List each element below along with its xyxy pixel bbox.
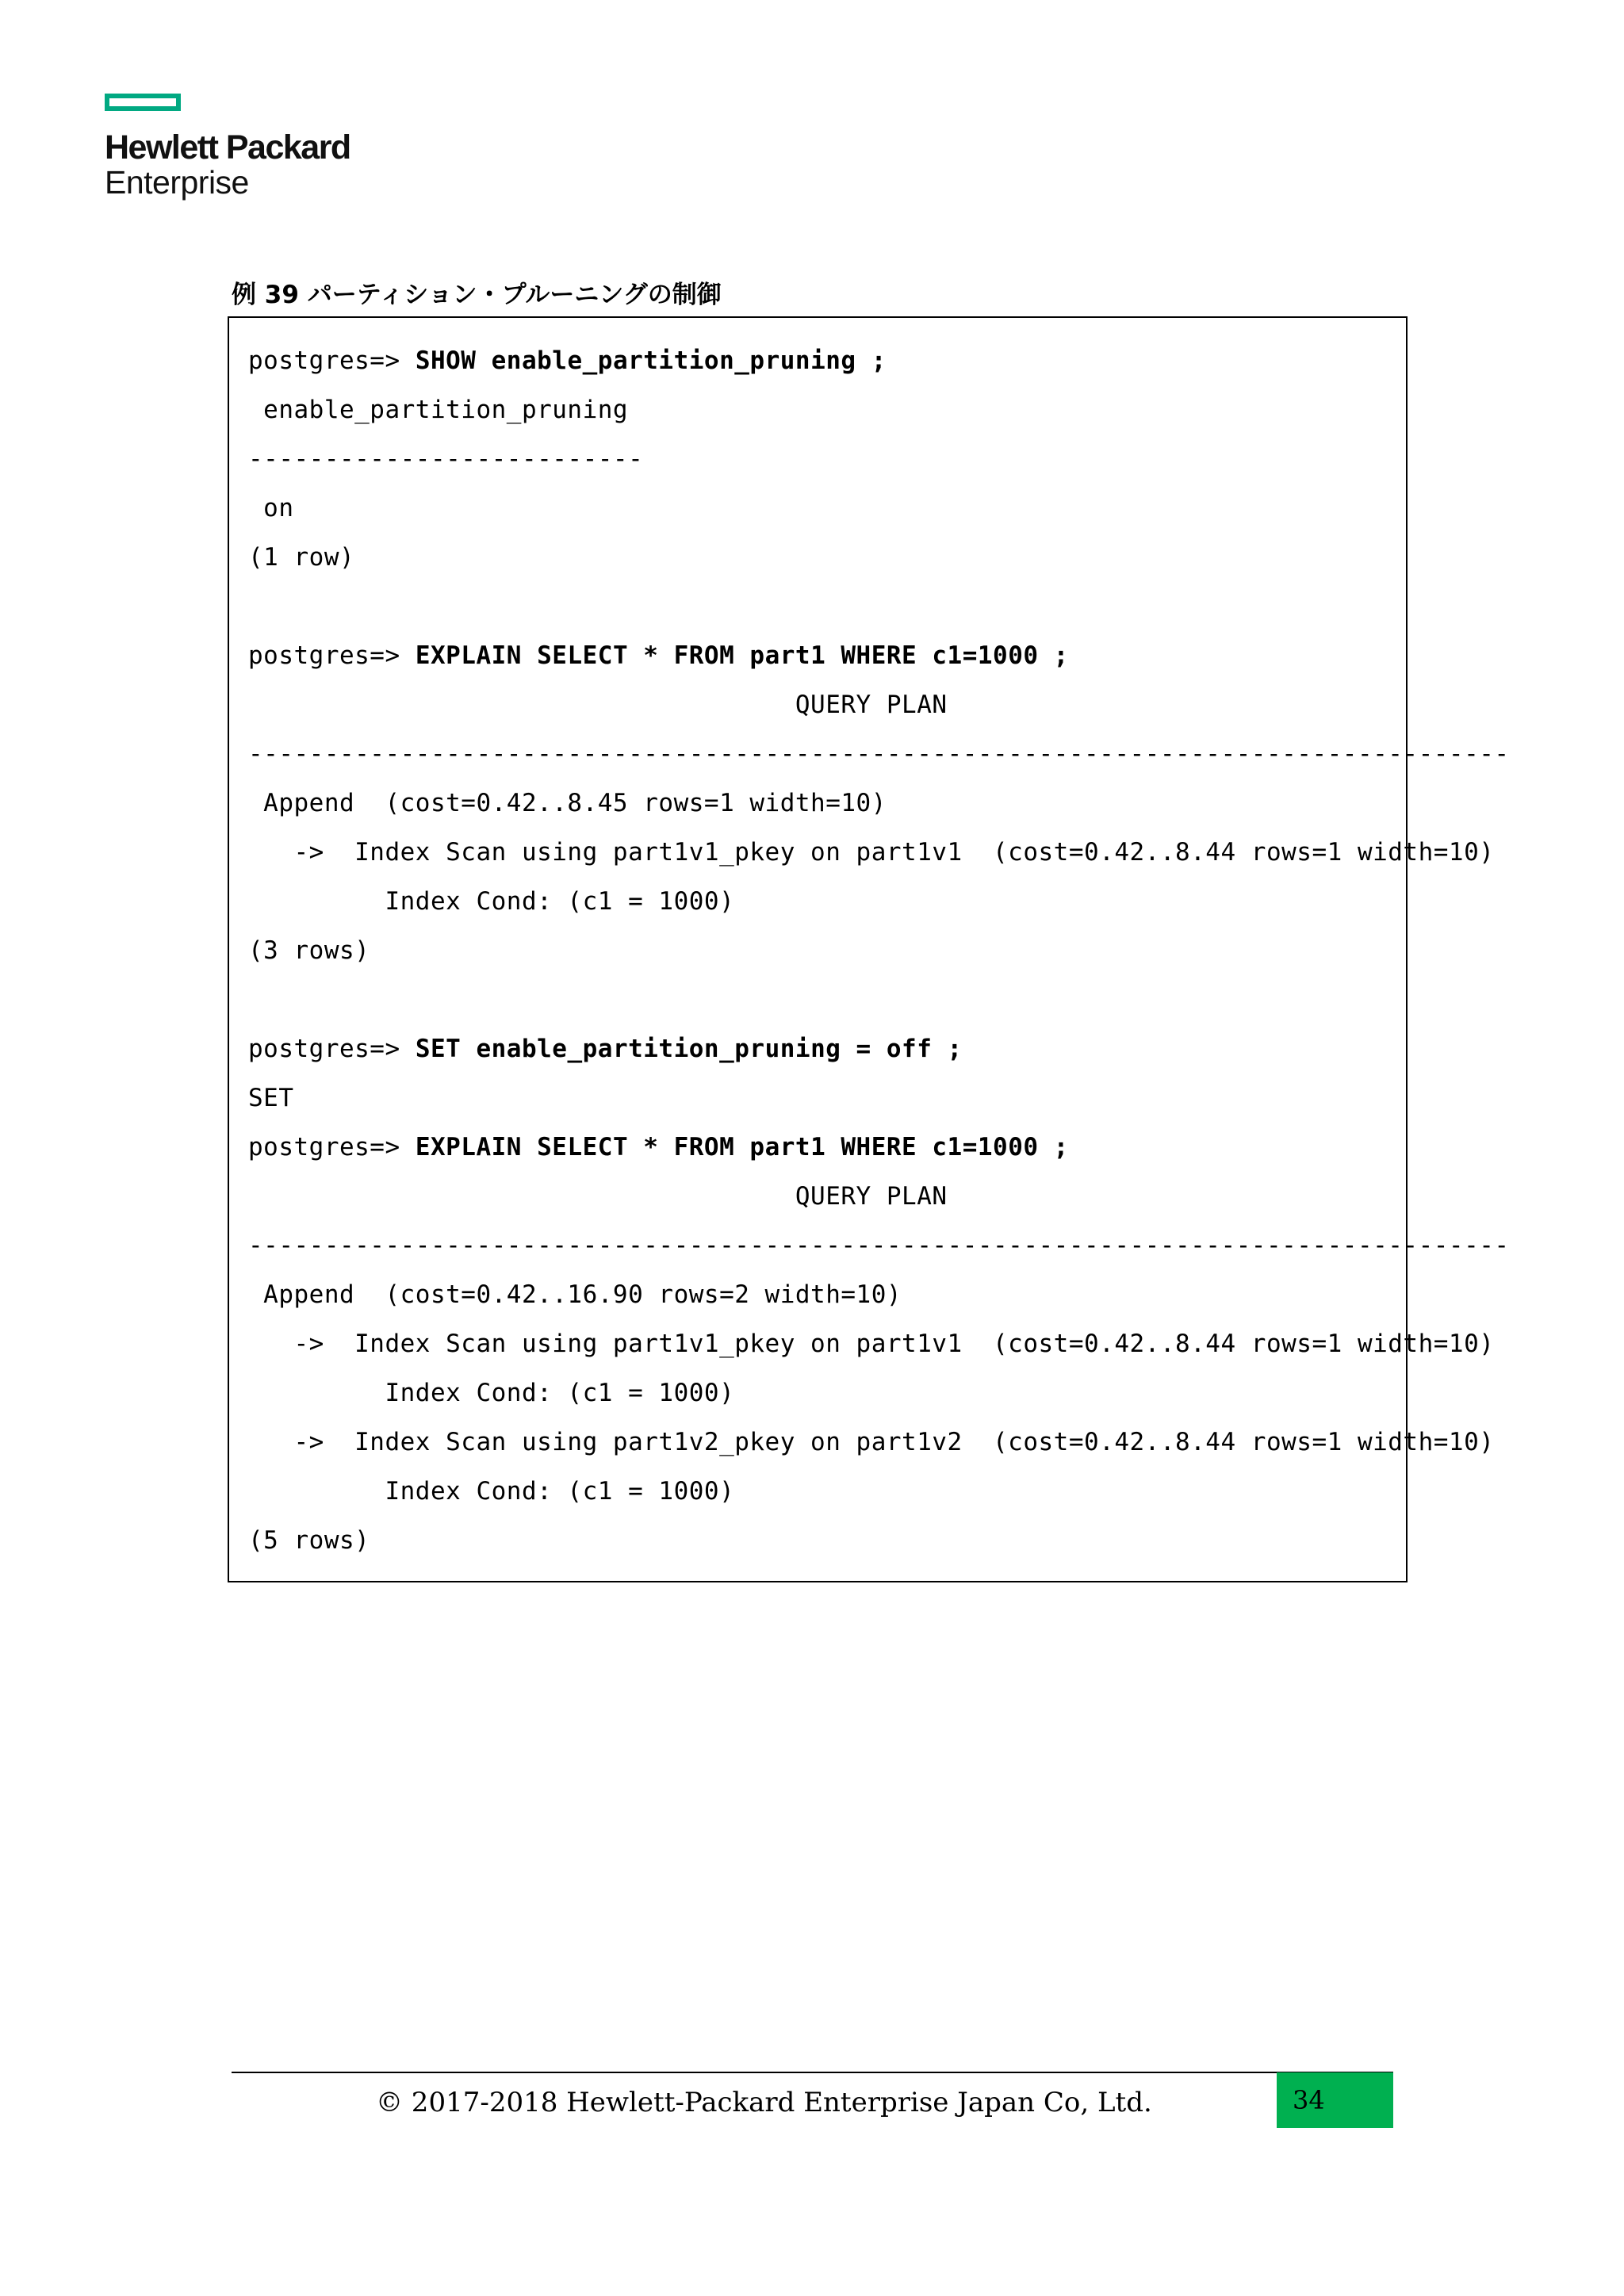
output-text: -> Index Scan using part1v1_pkey on part1v1 (cost=0.42..8.44 rows=1 width=10) — [248, 1330, 1495, 1358]
code-line — [248, 1270, 1387, 1319]
code-line — [248, 1467, 1387, 1516]
company-logo — [105, 94, 358, 200]
output-text: enable_partition_pruning — [248, 396, 629, 424]
output-text: ----------------------------------------------------------------------------------- — [248, 1231, 1510, 1260]
page-number: 34 — [1293, 2085, 1325, 2115]
code-line — [248, 1123, 1387, 1172]
code-line — [248, 680, 1387, 729]
code-line — [248, 1172, 1387, 1221]
command-text: EXPLAIN SELECT * FROM part1 WHERE c1=1000 ; — [415, 641, 1069, 670]
page-number-box — [1277, 2072, 1393, 2128]
output-text: Index Cond: (c1 = 1000) — [248, 1379, 735, 1407]
code-line — [248, 1073, 1387, 1123]
code-line — [248, 336, 1387, 385]
output-text: QUERY PLAN — [248, 691, 948, 719]
code-line — [248, 779, 1387, 828]
output-text: QUERY PLAN — [248, 1182, 948, 1211]
output-text: ----------------------------------------------------------------------------------- — [248, 740, 1510, 768]
output-text: (3 rows) — [248, 936, 370, 965]
code-line — [248, 877, 1387, 926]
command-text: SHOW enable_partition_pruning ; — [415, 346, 887, 375]
output-text: SET — [248, 1084, 294, 1112]
code-line — [248, 484, 1387, 533]
code-line — [248, 1368, 1387, 1418]
output-text: Append (cost=0.42..8.45 rows=1 width=10) — [248, 789, 887, 817]
logo-mark — [105, 94, 181, 111]
logo-text-line1: Hewlett Packard — [105, 128, 350, 166]
code-lines — [248, 336, 1510, 1565]
output-text: on — [248, 494, 294, 522]
copyright-text: © 2017-2018 Hewlett-Packard Enterprise Japan Co, Ltd. — [376, 2087, 1152, 2118]
footer-divider — [232, 2072, 1393, 2073]
logo-text-line2: Enterprise — [105, 164, 249, 201]
command-text: SET enable_partition_pruning = off ; — [415, 1035, 963, 1063]
code-line — [248, 1024, 1387, 1073]
output-text: (5 rows) — [248, 1526, 370, 1555]
code-line — [248, 729, 1510, 779]
example-caption: 例 39 パーティション・プルーニングの制御 — [232, 281, 722, 309]
code-line — [248, 975, 1387, 1024]
code-line — [248, 385, 1387, 434]
code-line — [248, 1516, 1387, 1565]
code-line — [248, 533, 1387, 582]
output-text: -> Index Scan using part1v1_pkey on part1v1 (cost=0.42..8.44 rows=1 width=10) — [248, 838, 1495, 867]
command-text: EXPLAIN SELECT * FROM part1 WHERE c1=1000 ; — [415, 1133, 1069, 1161]
code-line — [248, 434, 1387, 484]
prompt-text: postgres=> — [248, 346, 416, 375]
code-line — [248, 1221, 1510, 1270]
output-text: (1 row) — [248, 543, 355, 572]
output-text: -> Index Scan using part1v2_pkey on part1v2 (cost=0.42..8.44 rows=1 width=10) — [248, 1428, 1495, 1456]
code-line — [248, 828, 1495, 877]
prompt-text: postgres=> — [248, 1133, 416, 1161]
code-line — [248, 1319, 1495, 1368]
output-text: Index Cond: (c1 = 1000) — [248, 1477, 735, 1506]
code-line — [248, 631, 1387, 680]
code-line — [248, 582, 1387, 631]
output-text: -------------------------- — [248, 445, 644, 473]
prompt-text: postgres=> — [248, 641, 416, 670]
prompt-text: postgres=> — [248, 1035, 416, 1063]
output-text: Append (cost=0.42..16.90 rows=2 width=10) — [248, 1280, 902, 1309]
output-text: Index Cond: (c1 = 1000) — [248, 887, 735, 916]
code-line — [248, 926, 1387, 975]
code-line — [248, 1418, 1495, 1467]
code-listing — [228, 316, 1510, 1582]
